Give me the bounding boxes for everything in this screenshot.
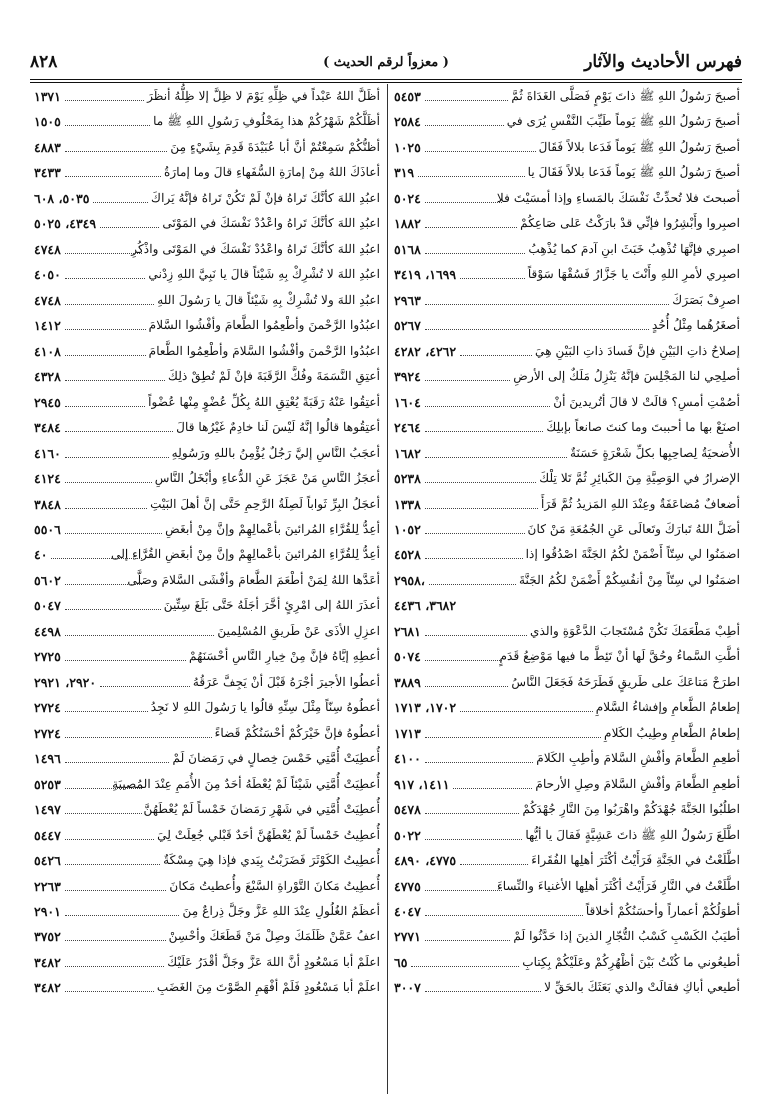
entry-text: أعطُوهُ سِنّاً مِثْلَ سِنِّهِ قالُوا يا رَسُولَ اللهِ لا نَجِدُ — [150, 700, 380, 715]
index-column-right — [394, 84, 740, 1001]
entry-ref-number: ٢٩٥٨، — [394, 572, 425, 588]
entry-ref-number: ٥٠٤٧ — [34, 598, 61, 614]
entry-ref-number: ١٣٧١ — [34, 89, 61, 104]
leader-dots — [460, 844, 528, 865]
leader-dots — [425, 488, 538, 509]
leader-dots — [65, 870, 166, 891]
entry-ref-number: ١٠٢٥ — [394, 139, 421, 155]
entry-text: إصلاحُ ذاتِ البَيْنِ فإنَّ فَسادَ ذاتِ البَيْنِ هِيَ — [535, 343, 740, 358]
entry-text: أصبحتَ فلا تُحدِّثْ نَفْسَكَ بالمَساءِ وإذا أمسَيْتَ فلا — [496, 190, 740, 205]
leader-dots — [65, 971, 154, 992]
entry-text: أطعِمِ الطَّعامَ وأفْشِ السَّلامَ وأطِبِ الكَلامَ — [536, 751, 740, 766]
entry-text: أعظَمُ الغُلُولِ عِنْدَ اللهِ عَزَّ وجَلَّ ذِراعٌ مِنَ — [182, 904, 380, 918]
leader-dots — [65, 462, 152, 483]
entry-text: أطَّتِ السَّماءُ وحُقَّ لَها أنْ تَئِطَّ ما فيها مَوْضِعُ قَدَمٍ — [499, 649, 740, 664]
entry-ref-number: ٤٨٨٣ — [34, 139, 61, 155]
leader-dots — [425, 615, 527, 636]
entry-ref-number: ١٤٩٦ — [34, 751, 61, 767]
entry-text: أظَلَّ اللهُ عَبْداً في ظِلِّهِ يَوْمَ لا ظِلَّ إلا ظِلُّهُ أنظَرَ — [147, 89, 380, 103]
entry-ref-number: ٤٢٦٢، ٤٢٨٢ — [394, 343, 457, 359]
entry-text: أطيعُوني ما كُنْتُ بَيْنَ أظْهُرِكُمْ وعَلَيْكُمْ بِكِتابِ — [522, 954, 740, 969]
entry-ref-number: ٥٤٤٧ — [34, 827, 61, 843]
entry-text: اعبُدِ اللهَ ولا تُشْرِكْ بِهِ شَيْئاً قالَ يا رَسُولَ اللهِ — [157, 292, 380, 307]
running-subtitle: ( معزواً لرقم الحديث ) — [323, 55, 449, 70]
leader-dots — [460, 335, 532, 356]
entry-ref-number: ٥٥٠٦ — [34, 521, 61, 537]
leader-dots — [65, 360, 165, 381]
entry-text: أطيعي أباكِ فقالَتْ والذي بَعَثَكَ بالحَقِّ لا — [544, 980, 740, 995]
entry-text: اعلَمْ أبا مَسْعُودٍ فَلَمْ أفْهَمِ الصَّوْتَ مِنَ الغَضَبِ — [156, 980, 380, 995]
entry-ref-number: ٤٧٤٨ — [34, 292, 61, 308]
leader-dots — [65, 156, 161, 177]
entry-ref-number: ٤٠٥٠ — [34, 267, 61, 283]
index-entry — [34, 160, 380, 185]
leader-dots — [65, 258, 145, 279]
entry-text: أطِبْ مَطْعَمَكَ تَكُنْ مُسْتَجابَ الدَّعْوَةِ والذي — [529, 623, 740, 638]
entry-ref-number: ٣٧٥٢ — [34, 929, 61, 945]
leader-dots — [65, 335, 146, 356]
index-entry — [394, 313, 740, 338]
entry-ref-number: ٥٤٢٦ — [34, 853, 61, 869]
entry-text: اطَّلَعَ رَسُولُ اللهِ ﷺ ذاتَ عَشِيَّةٍ فَقالَ يا أيُّها — [525, 827, 740, 842]
leader-dots — [65, 437, 169, 458]
leader-dots — [65, 844, 160, 865]
entry-ref-number: ١٥٠٥ — [34, 114, 61, 130]
entry-text: اصبِروا وأَبْشِرُوا فإنِّي قدْ بارَكْتُ عَلى صَاعِكُمْ — [520, 216, 740, 231]
entry-ref-number: ٤١٦٠ — [34, 445, 61, 461]
index-entry — [394, 746, 740, 771]
entry-ref-number: ٢٩٦٣ — [394, 292, 421, 308]
entry-text: أعتِقُوها قالُوا إنَّهُ لَيْسَ لَنا خادِمٌ غَيْرُها قالَ — [176, 420, 380, 435]
entry-text: أصبحَ رَسُولُ اللهِ ﷺ يَوماً فَدَعا بلالاً فَقَالَ يا — [527, 165, 740, 180]
entry-ref-number: ٤١٠٠ — [394, 751, 421, 767]
entry-text: أظَلَّكُمْ شَهْرُكُمْ هذا بِمَحْلُوفِ رَسُولِ اللهِ ﷺ ما — [153, 114, 380, 129]
leader-dots — [65, 309, 146, 330]
leader-dots — [425, 793, 519, 814]
entry-text: اضمَنُوا لي سِتّاً أَضْمَنْ لكُمُ الجَنَّةَ اصْدُقُوا إذا — [525, 547, 740, 562]
entry-text: اصبِري لأمرِ اللهِ وأَنْتَ يا جَزَّارُ فَسُقْهَا سَوْقاً — [527, 267, 740, 282]
entry-ref-number: ٣١٩ — [394, 165, 415, 181]
entry-text: اطَّلَعْتُ في النَّارِ فَرَأَيْتُ أكْثَرَ أهلِها الأغنياءَ والنِّساءَ — [496, 878, 740, 893]
entry-ref-number: ٤٧٤٨ — [34, 241, 61, 257]
entry-ref-number: ١٦٨٢ — [394, 445, 421, 461]
leader-dots — [65, 895, 179, 916]
entry-ref-number: ٥٤٥٣ — [394, 89, 421, 104]
page-number: ٨٢٨ — [30, 52, 58, 72]
leader-dots — [65, 691, 148, 712]
entry-text: اطَّلَعْتُ في الجَنَّةِ فَرَأَيْتُ أكْثَرَ أهلِها الفُقَراءَ — [531, 853, 740, 868]
leader-dots — [460, 691, 593, 712]
entry-text: أطيَبُ الكَسْبِ كَسْبُ التُّجّارِ الذينَ إذا حَدَّثُوا لَمْ — [513, 929, 740, 944]
entry-ref-number: ٣٦٨٢، ٤٤٣٦ — [394, 598, 457, 614]
leader-dots — [425, 207, 517, 228]
entry-ref-number: ٢٢٦٣ — [34, 878, 61, 894]
entry-ref-number: ١٤٩٧ — [34, 802, 61, 818]
index-column-left — [34, 84, 380, 1001]
leader-dots — [65, 386, 145, 407]
leader-dots — [425, 742, 533, 763]
entry-ref-number: ٥٦٠٢ — [34, 572, 61, 588]
entry-text: اعبُدِ اللهَ لا تُشْرِكْ بِهِ شَيْئاً قالَ يا نَبِيَّ اللهِ زِدْني — [148, 267, 380, 282]
leader-dots — [425, 819, 522, 840]
leader-dots — [65, 411, 173, 432]
leader-dots — [425, 437, 567, 458]
index-entry — [394, 237, 740, 262]
leader-dots — [100, 207, 159, 228]
entry-ref-number: ١٦٩٩، ٣٤١٩ — [394, 267, 457, 283]
entry-text: أعَدَّها اللهُ لِمَنْ أطْعَمَ الطَّعامَ وأفْشَى السَّلامَ وصَلَّى — [127, 572, 380, 587]
leader-dots — [65, 768, 142, 789]
entry-text: اعبُدِ اللهَ كأنَّكَ تَراهُ فإنْ لَمْ تَكُنْ تَراهُ فإنَّهُ يَراكَ — [151, 190, 380, 205]
leader-dots — [460, 258, 525, 279]
entry-text: أصغَرُهُما مِثْلُ أُحُدٍ — [651, 318, 740, 333]
entry-text: أظنُّكُمْ سَمِعْتُمْ أنَّ أبا عُبَيْدَةَ قَدِمَ بِشَيْءٍ مِنَ — [170, 139, 380, 154]
entry-ref-number: ٣٤٣٣ — [34, 165, 61, 181]
entry-ref-number: ٤٧٧٥، ٤٨٩٠ — [394, 853, 457, 869]
entry-text: أعِدُّ لِلقُرَّاءِ المُرائينَ بأعْمالِهِمْ وإنَّ مِنْ أبغَضِ — [165, 521, 380, 536]
entry-text: اعبُدِ اللهَ كأنَّكَ تَراهُ واعْدُدْ نَفْسَكَ في المَوْتَى — [162, 216, 380, 231]
entry-ref-number: ٣٠٠٧ — [394, 980, 421, 996]
index-entry — [34, 644, 380, 669]
entry-text: أضعافٌ مُضاعَفَةٌ وعِنْدَ اللهِ المَزيدُ ثُمَّ قَرَأَ — [541, 496, 740, 511]
leader-dots — [65, 819, 154, 840]
entry-ref-number: ٥٢٦٧ — [394, 318, 421, 334]
leader-dots — [425, 309, 649, 330]
leader-dots — [425, 666, 508, 687]
entry-ref-number: ٤٠ — [34, 547, 48, 563]
entry-ref-number: ٥٢٥٣ — [34, 776, 61, 792]
entry-ref-number: ٥٠٧٤ — [394, 649, 421, 665]
leader-dots — [65, 717, 212, 738]
entry-ref-number: ٢٩٠١ — [34, 904, 61, 919]
leader-dots — [425, 233, 525, 254]
entry-ref-number: ٥٠٣٥، ٦٠٨ — [34, 190, 90, 206]
entry-text: أعجَبُ النَّاسِ إليَّ رَجُلٌ يُؤْمِنُ باللهِ ورَسُولِهِ — [171, 445, 380, 460]
entry-text: أعطُوا الأجيرَ أجْرَهُ قَبْلَ أنْ يَجِفَّ عَرَقُهُ — [192, 674, 380, 689]
leader-dots — [425, 920, 510, 941]
leader-dots — [65, 513, 162, 534]
leader-dots — [65, 131, 167, 152]
leader-dots — [65, 564, 142, 585]
entry-ref-number: ٥٢٣٨ — [394, 471, 421, 487]
entry-text: اعزِلِ الأذَى عَنْ طَريقِ المُسْلِمينَ — [217, 623, 380, 638]
entry-text: اعفُ عَمَّنْ ظَلَمَكَ وصِلْ مَنْ قَطَعَكَ وأحْسِنْ — [168, 929, 380, 944]
leader-dots — [65, 488, 147, 509]
entry-text: أُعطِيتُ خَمْساً لَمْ يُعْطَهُنَّ أحَدٌ قَبْلي جُعِلَتْ لِيَ — [157, 827, 380, 842]
leader-dots — [65, 615, 214, 636]
leader-dots — [65, 284, 154, 305]
entry-text: إطعامُ الطَّعامِ وإفشاءُ السَّلامِ — [595, 700, 740, 715]
entry-ref-number: ٥٠٢٢ — [394, 827, 421, 843]
entry-text: أُعطِيَتْ أُمَّتِي شَيْئاً لَمْ يُعْطَهُ أحَدٌ مِنَ الأُمَمِ عِنْدَ المُصيبَةِ — [112, 776, 380, 791]
leader-dots — [425, 513, 525, 534]
entry-ref-number: ١٤١١، ٩١٧ — [394, 776, 450, 792]
leader-dots — [425, 895, 583, 916]
leader-dots — [425, 105, 504, 126]
entry-text: اعبُدُوا الرَّحْمنَ وأفْشُوا السَّلامَ وأطْعِمُوا الطَّعامَ — [148, 343, 380, 358]
entry-text: اعبُدُوا الرَّحْمنَ وأطْعِمُوا الطَّعامَ وأفْشُوا السَّلامَ — [148, 318, 380, 333]
leader-dots — [425, 80, 508, 101]
leader-dots — [425, 360, 510, 381]
entry-text: أُعطِيَتْ أُمَّتِي في شَهْرِ رَمَضانَ خَمْساً لَمْ يُعْطَهُنَّ — [143, 802, 380, 817]
entry-ref-number: ٢٤٦٤ — [394, 420, 421, 436]
entry-text: أُعطِيَتْ أُمَّتِي خَمْسَ خِصالٍ في رَمَضانَ لَمْ — [172, 751, 380, 766]
entry-text: أعذَرَ اللهُ إلى امْرِئٍ أخَّرَ أجَلَهُ حَتَّى بَلَغَ سِتِّينَ — [163, 598, 380, 613]
leader-dots — [65, 105, 150, 126]
entry-text: اعبُدِ اللهَ كأنَّكَ تَراهُ واعْدُدْ نَفْسَكَ في المَوْتَى واذْكُرِ — [131, 241, 380, 256]
leader-dots — [425, 182, 502, 203]
entry-text: أُعطِيتُ الكَوْثَرَ فَضَرَبْتُ بِيَدي فإذا هِيَ مِسْكَةٌ — [163, 853, 380, 868]
leader-dots — [425, 538, 523, 559]
leader-dots — [425, 717, 601, 738]
entry-ref-number: ٤٤٩٨ — [34, 623, 61, 639]
index-entry — [394, 568, 740, 593]
entry-ref-number: ٤١٠٨ — [34, 343, 61, 359]
entry-text: أعتِقِ النَّسَمَةَ وفُكَّ الرَّقَبَةَ فإنْ لَمْ تُطِقْ ذلِكَ — [168, 369, 380, 384]
leader-dots — [425, 284, 669, 305]
leader-dots — [65, 742, 169, 763]
entry-ref-number: ٦٥ — [394, 954, 408, 970]
entry-text: أعِدُّ لِلقُرَّاءِ المُرائينَ بأعْمالِهِمْ وإنَّ مِنْ أبغَضِ القُرَّاءِ إلى — [111, 547, 380, 562]
leader-dots — [65, 793, 142, 814]
entry-text: اصنَعْ بها ما أحببتَ وما كنتَ صانعاً بإبلِكَ — [546, 420, 740, 435]
entry-text: اطلُبُوا الجَنَّةَ جُهْدَكُمْ واهْرَبُوا مِنَ النَّارِ جُهْدَكُمْ — [522, 802, 740, 817]
entry-ref-number: ٤١٢٤ — [34, 471, 61, 487]
entry-ref-number: ٤٧٧٥ — [394, 878, 421, 894]
entry-ref-number: ١٤١٢ — [34, 318, 61, 334]
leader-dots — [425, 971, 541, 992]
leader-dots — [425, 870, 502, 891]
leader-dots — [425, 462, 536, 483]
entry-ref-number: ٣٩٢٤ — [394, 369, 421, 385]
index-entry — [394, 975, 740, 1000]
entry-ref-number: ٢٧٢٤ — [34, 725, 61, 741]
entry-text: أطوَلُكُمْ أعماراً وأحسَنُكُمْ أخلاقاً — [585, 904, 740, 918]
leader-dots — [425, 411, 543, 432]
entry-text: أعطِهِ إيَّاهُ فإنَّ مِنْ خِيارِ النَّاسِ أحْسَنَهُمْ — [189, 649, 380, 664]
entry-ref-number: ٢٧٧١ — [394, 929, 421, 945]
entry-ref-number: ٤٣٢٨ — [34, 369, 61, 385]
entry-text: أضَلَّ اللهُ تَبارَكَ وتَعالَى عَنِ الجُمُعَةِ مَنْ كانَ — [527, 521, 740, 536]
entry-ref-number: ٣٨٨٩ — [394, 674, 421, 690]
entry-text: أعجَزُ النَّاسِ مَنْ عَجَزَ عَنِ الدُّعاءِ وأبْخَلُ النَّاسِ — [154, 471, 380, 486]
entry-text: أعطُوهُ فإنَّ خَيْرَكُمْ أحْسَنُكُمْ قَضاءً — [214, 725, 380, 740]
column-divider — [387, 84, 388, 1094]
entry-ref-number: ٤٥٢٨ — [394, 547, 421, 563]
leader-dots — [65, 640, 186, 661]
entry-text: أصلِحِي لنا المَجْلِسَ فإنَّهُ يَنْزِلُ مَلَكٌ إلى الأرضِ — [513, 369, 740, 384]
entry-ref-number: ١٨٨٢ — [394, 216, 421, 232]
entry-text: أصبحَ رَسُولُ اللهِ ﷺ يَوماً فَدَعا بلالاً فَقَالَ — [538, 139, 740, 154]
entry-ref-number: ٤٣٤٩، ٥٠٢٥ — [34, 216, 97, 232]
leader-dots — [429, 564, 516, 585]
entry-ref-number: ٥١٦٨ — [394, 241, 421, 257]
index-entry — [34, 186, 380, 211]
entry-ref-number: ٣٤٨٢ — [34, 980, 61, 996]
leader-dots — [65, 920, 166, 941]
leader-dots — [100, 666, 190, 687]
entry-text: أطعِمِ الطَّعامَ وأفْشِ السَّلامَ وصِلِ الأرحامَ — [535, 776, 740, 791]
entry-ref-number: ١٧١٣ — [394, 725, 421, 741]
leader-dots — [65, 233, 142, 254]
entry-text: أُعطِيتُ مَكانَ التَّوْراةِ السَّبْعَ وأُعطيتُ مَكانَ — [169, 878, 380, 893]
leader-dots — [453, 768, 532, 789]
leader-dots — [418, 156, 525, 177]
entry-ref-number: ٢٥٨٤ — [394, 114, 421, 130]
leader-dots — [65, 80, 144, 101]
leader-dots — [425, 386, 550, 407]
entry-text: اصبِري فإنَّهَا تُذْهِبُ خَبَثَ ابنِ آدمَ كما يُذْهِبُ — [528, 241, 740, 256]
entry-ref-number: ٣٤٨٤ — [34, 420, 61, 436]
entry-text: اعلَمْ أبا مَسْعُودٍ أنَّ اللهَ عَزَّ وجَلَّ أقْدَرُ عَلَيْكَ — [167, 954, 380, 969]
leader-dots — [425, 131, 536, 152]
entry-ref-number: ٢٦٨١ — [394, 623, 421, 639]
entry-text: أصُمْتِ أمسِ؟ قالَتْ لا قالَ أتُريدينَ أنْ — [553, 394, 740, 409]
entry-text: إطعامُ الطَّعامِ وطِيبُ الكَلامِ — [604, 725, 740, 740]
entry-text: أصبحَ رَسُولُ اللهِ ﷺ يَوماً طَيِّبَ النَّفْسِ يُرَى في — [506, 114, 740, 129]
leader-dots — [425, 640, 502, 661]
leader-dots — [51, 538, 142, 559]
leader-dots — [411, 946, 519, 967]
entry-ref-number: ٣٤٨٢ — [34, 954, 61, 970]
entry-text: الأُضحيَةُ لِصاحِبِها بكلِّ شَعْرَةٍ حَسَنَةٌ — [570, 445, 740, 460]
entry-ref-number: ٢٧٢٤ — [34, 700, 61, 716]
entry-ref-number: ٣٨٤٨ — [34, 496, 61, 512]
entry-text: أعجَلُ البِرِّ ثَواباً لَصِلَةُ الرَّحِمِ حَتَّى إنَّ أهلَ البَيْتِ — [150, 496, 380, 511]
entry-text: أصبحَ رَسُولُ اللهِ ﷺ ذاتَ يَوْمٍ فَصَلَّى الغَدَاةَ ثُمَّ — [511, 89, 740, 103]
index-entry — [34, 975, 380, 1000]
entry-text: الإضرارُ في الوَصِيَّةِ مِنَ الكَبائِرِ ثُمَّ تَلا تِلْكَ — [539, 471, 740, 486]
entry-ref-number: ٢٩٤٥ — [34, 394, 61, 410]
leader-dots — [65, 946, 164, 967]
leader-dots — [65, 589, 161, 610]
entry-ref-number: ٥٤٧٨ — [394, 802, 421, 818]
entry-ref-number: ٥٠٢٤ — [394, 190, 421, 206]
entry-ref-number: ١٦٠٤ — [394, 394, 421, 410]
entry-ref-number: ٤٠٤٧ — [394, 904, 421, 919]
index-entry — [394, 823, 740, 848]
entry-ref-number: ١٣٣٨ — [394, 496, 421, 512]
entry-text: أعاذَكَ اللهُ مِنْ إمارَةِ السُّفَهاءِ قالَ وما إمارَةُ — [164, 165, 380, 180]
entry-ref-number: ٢٧٢٥ — [34, 649, 61, 665]
running-title: فهرس الأحاديث والآثار — [584, 52, 742, 72]
entry-ref-number: ١٧٠٢، ١٧١٣ — [394, 700, 457, 716]
entry-ref-number: ١٠٥٢ — [394, 521, 421, 537]
entry-text: اضمَنُوا لي سِتّاً مِنْ أنفُسِكُمْ أَضْمَنْ لكُمُ الجَنَّةَ — [519, 572, 740, 587]
entry-text: اطرَحْ مَتاعَكَ على طَريقٍ فَطَرَحَهُ فَجَعَلَ النَّاسُ — [511, 674, 740, 689]
leader-dots — [93, 182, 148, 203]
entry-text: أعتِقُوا عَنْهُ رَقَبَةً يُعْتِقِ اللهُ بِكُلِّ عُضْوٍ مِنْها عُضْواً — [148, 394, 380, 409]
page-header — [30, 50, 742, 76]
entry-text: اصرِفْ بَصَرَكَ — [672, 292, 740, 307]
entry-ref-number: ٢٩٢٠، ٢٩٢١ — [34, 674, 97, 690]
